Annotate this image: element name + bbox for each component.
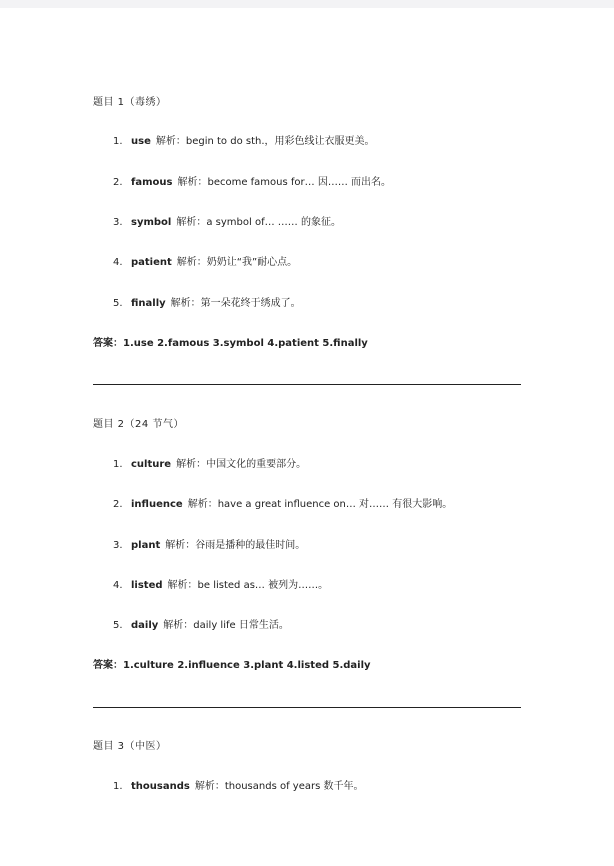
section-3-title: 题目 3（中医） bbox=[93, 741, 167, 752]
item-word: finally bbox=[131, 298, 166, 309]
item-number: 3. bbox=[113, 217, 123, 228]
item-word: symbol bbox=[131, 217, 172, 228]
item-note: 谷雨是播种的最佳时间。 bbox=[195, 540, 306, 551]
item-note: be listed as… 被列为……。 bbox=[197, 580, 329, 591]
item-tag: 解析： bbox=[163, 620, 194, 631]
item-number: 2. bbox=[113, 499, 123, 510]
item-word: culture bbox=[131, 459, 172, 470]
item-note: 第一朵花终于绣成了。 bbox=[200, 298, 301, 309]
section-2-answer: 答案：1.culture 2.influence 3.plant 4.listed 5.daily bbox=[93, 660, 371, 671]
item-note: daily life 日常生活。 bbox=[193, 620, 289, 631]
list-item bbox=[113, 616, 289, 631]
section-divider bbox=[93, 707, 521, 708]
document-page bbox=[0, 8, 614, 866]
item-number: 4. bbox=[113, 257, 123, 268]
item-tag: 解析： bbox=[176, 459, 207, 470]
item-number: 1. bbox=[113, 136, 123, 147]
item-number: 3. bbox=[113, 540, 123, 551]
item-note: have a great influence on… 对…… 有很大影响。 bbox=[217, 499, 453, 510]
section-2-title: 题目 2（24 节气） bbox=[93, 419, 184, 430]
item-note: begin to do sth.，用彩色线让衣服更美。 bbox=[185, 136, 375, 147]
item-note: become famous for… 因…… 而出名。 bbox=[207, 177, 391, 188]
list-item bbox=[113, 294, 301, 309]
item-tag: 解析： bbox=[177, 177, 208, 188]
list-item bbox=[113, 253, 297, 268]
list-item bbox=[113, 495, 452, 510]
item-note: 中国文化的重要部分。 bbox=[206, 459, 307, 470]
item-tag: 解析： bbox=[176, 257, 207, 268]
item-word: daily bbox=[131, 620, 159, 631]
item-number: 4. bbox=[113, 580, 123, 591]
item-note: 奶奶让“我”耐心点。 bbox=[206, 257, 298, 268]
item-word: thousands bbox=[131, 781, 190, 792]
item-number: 5. bbox=[113, 620, 123, 631]
item-word: use bbox=[131, 136, 151, 147]
item-tag: 解析： bbox=[167, 580, 198, 591]
item-tag: 解析： bbox=[187, 499, 218, 510]
list-item bbox=[113, 777, 363, 792]
item-number: 5. bbox=[113, 298, 123, 309]
item-tag: 解析： bbox=[165, 540, 196, 551]
list-item bbox=[113, 173, 391, 188]
item-word: listed bbox=[131, 580, 163, 591]
item-number: 1. bbox=[113, 781, 123, 792]
item-note: a symbol of… …… 的象征。 bbox=[206, 217, 341, 228]
item-note: thousands of years 数千年。 bbox=[224, 781, 364, 792]
list-item bbox=[113, 536, 305, 551]
item-word: plant bbox=[131, 540, 161, 551]
item-number: 1. bbox=[113, 459, 123, 470]
list-item bbox=[113, 455, 306, 470]
section-divider bbox=[93, 384, 521, 385]
item-tag: 解析： bbox=[170, 298, 201, 309]
section-1-answer: 答案：1.use 2.famous 3.symbol 4.patient 5.finally bbox=[93, 338, 368, 349]
item-tag: 解析： bbox=[194, 781, 225, 792]
item-tag: 解析： bbox=[155, 136, 186, 147]
item-number: 2. bbox=[113, 177, 123, 188]
list-item bbox=[113, 576, 328, 591]
list-item bbox=[113, 132, 375, 147]
item-word: patient bbox=[131, 257, 172, 268]
item-word: famous bbox=[131, 177, 173, 188]
section-1-title: 题目 1（毒绣） bbox=[93, 97, 167, 108]
list-item bbox=[113, 213, 341, 228]
item-word: influence bbox=[131, 499, 183, 510]
item-tag: 解析： bbox=[176, 217, 207, 228]
